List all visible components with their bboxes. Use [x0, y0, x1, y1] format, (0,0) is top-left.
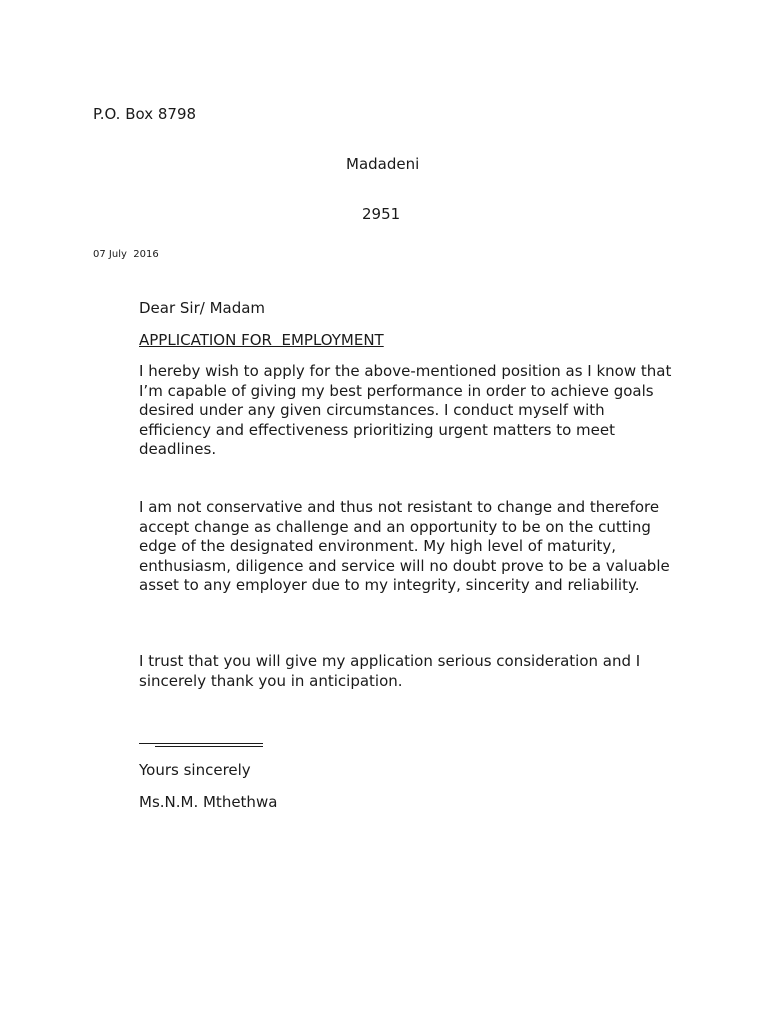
paragraph-closing: I trust that you will give my application serious consideration and I sincerely thank you in anticipation. — [139, 652, 641, 690]
signature-line — [139, 742, 263, 748]
closing-phrase: Yours sincerely — [139, 761, 251, 779]
subject-line: APPLICATION FOR EMPLOYMENT — [139, 331, 384, 349]
paragraph-qualities: I am not conservative and thus not resistant to change and therefore accept change as challenge and an opportunity to be on the cutting edge of the designated environment. My high level of maturity, enthusiasm, diligence and service will no doubt prove to be a valuable asset to any employer due to my integrity, sincerity and reliability. — [139, 498, 670, 594]
salutation: Dear Sir/ Madam — [139, 299, 266, 317]
paragraph-intro: I hereby wish to apply for the above-mentioned position as I know that I’m capable of giving my best performance in order to achieve goals desired under any given circumstances. I conduct myself with efficiency and effectiveness prioritizing urgent matters to meet deadlines. — [139, 362, 672, 458]
signatory-name: Ms.N.M. Mthethwa — [139, 793, 278, 811]
signature-line-upper — [139, 743, 263, 744]
letter-date: 07 July 2016 — [93, 249, 159, 260]
signature-line-lower — [155, 746, 263, 747]
address-po-box: P.O. Box 8798 — [93, 105, 197, 123]
address-town: Madadeni — [346, 155, 420, 173]
address-postal-code: 2951 — [362, 205, 401, 223]
